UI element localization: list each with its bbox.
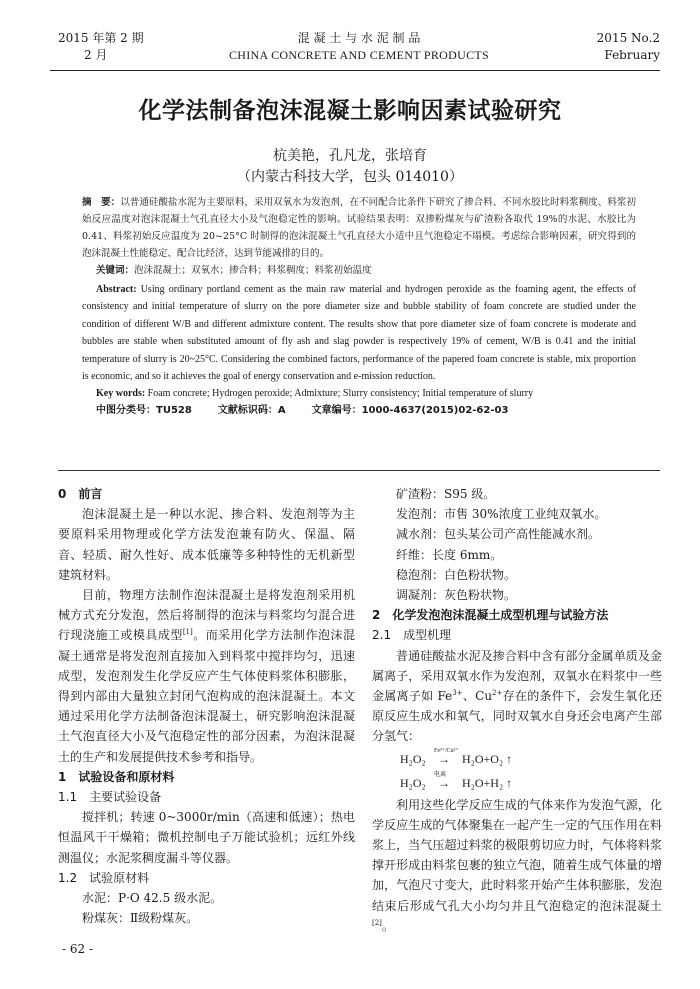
abstract-rule [58, 470, 660, 471]
abstract-en-text: Using ordinary portland cement as the main raw material and hydrogen peroxide as the foaming agent, the effects of consistency and initial temperature of slurry on the pore diameter size and bubble stability of foam concrete are studied under the condition of different W/B and different admixture content. The results show that pore diameter size of foam concrete is moderate and bubbles are stable when substituted amount of fly ash and slag powder is respectively 19% of cement, W/B is 0.41 and the initial temperature of slurry is 20~25°C. Considering the combined factors, performance of the papered foam concrete is stable, mix proportion is economic, and so it achieves the goal of energy conservation and e-mission reduction. [82, 284, 636, 383]
fe-superscript: 3+ [452, 689, 463, 698]
abstract-en [82, 281, 636, 385]
header-right [597, 30, 660, 64]
subsection-heading-1-1: 1.1 主要试验设备 [58, 790, 162, 805]
equation-1-right: H₂O+O₂ ↑ [462, 751, 513, 766]
keywords-en [96, 385, 636, 402]
month-zh: 2 月 [84, 48, 108, 62]
material-item: 减水剂：包头某公司产高性能减水剂。 [396, 527, 601, 542]
equation-2-condition: 电离 [434, 771, 447, 778]
keywords-zh-text: 泡沫混凝土；双氧水；掺合料；料浆稠度；料浆初始温度 [134, 265, 372, 276]
material-item: 矿渣粉：S95 级。 [396, 487, 496, 501]
document-code: 文献标识码：A [217, 405, 286, 417]
keywords-zh [96, 262, 636, 279]
journal-name-en: CHINA CONCRETE AND CEMENT PRODUCTS [228, 48, 489, 62]
paragraph-equipment: 搅拌机；转速 0~3000r/min（高速和低速）；热电恒温风干干燥箱；微机控制电子万能试验机；远红外线测温仪；水泥浆稠度漏斗等仪器。 [58, 810, 355, 865]
abstract-en-label: Abstract: [96, 284, 137, 295]
abstract-zh [82, 194, 636, 262]
affiliation: （内蒙古科技大学，包头 014010） [237, 169, 463, 185]
material-item: 水泥：P·O 42.5 级水泥。 [82, 891, 223, 906]
arrow-icon: → [438, 751, 450, 766]
paragraph-mechanism-a: 普通硅酸盐水泥及掺合料中含有部分金属单质及金属离子，采用双氧水作为发泡剂，双氧水在料浆中一些金属离子如 Fe [372, 648, 662, 704]
equation-2 [400, 773, 662, 795]
header-rule [50, 70, 660, 71]
section-heading-2: 2 化学发泡泡沫混凝土成型机理与试验方法 [372, 608, 609, 623]
classification-line [96, 402, 636, 420]
equation-1-catalyst: Fe³⁺/Cu²⁺ [434, 747, 459, 754]
citation-2: [2] [372, 918, 382, 927]
keywords-en-label: Key words: [96, 388, 146, 400]
paragraph-mechanism-c: 存在的条件下，会发生氧化还原反应生成水和氧气，同时双氧水自身还会电离产生部分氢气： [372, 689, 662, 744]
section-heading-1: 1 试验设备和原材料 [58, 769, 175, 784]
equation-2-left: H₂O₂ [400, 775, 426, 790]
journal-name-zh: 混 凝 土 与 水 泥 制 品 [297, 31, 421, 45]
page-header [58, 30, 660, 70]
material-item: 发泡剂：市售 30%浓度工业纯双氧水。 [396, 507, 607, 522]
section-heading-0: 0 前言 [58, 487, 103, 501]
cu-superscript: 2+ [492, 689, 503, 698]
citation-1: [1] [182, 628, 193, 637]
material-item: 稳泡剂：白色粉状物。 [396, 567, 517, 582]
equation-1-left: H₂O₂ [400, 751, 426, 766]
issue-zh: 2015 年第 2 期 [58, 31, 144, 45]
equation-2-right: H₂O+H₂ ↑ [462, 775, 513, 790]
keywords-en-text: Foam concrete; Hydrogen peroxide; Admixture; Slurry consistency; Initial temperature of slurry [145, 388, 534, 400]
clc-number: 中图分类号：TU528 [96, 405, 192, 417]
article-number: 文章编号：1000-4637(2015)02-62-03 [311, 405, 509, 417]
paragraph-foaming-a: 利用这些化学反应生成的气体来作为发泡气源，化学反应生成的气体聚集在一起产生一定的气压作用在料浆上，当气压超过料浆的极限剪切应力时，气体将料浆撑开形成由料浆包裹的独立气泡，随着生成气体量的增加，气泡尺寸变大，此时料浆开始产生体积膨胀，发泡结束后形成气孔大小均匀并且气泡稳定的泡沫混凝土 [372, 797, 662, 913]
issue-en: 2015 No.2 [596, 31, 660, 45]
paragraph-intro-2a: 目前，物理方法制作泡沫混凝土是将发泡剂采用机械方式充分发泡，然后将制得的泡沫与料浆均匀混合进行现浇施工或模具成型 [58, 588, 355, 643]
abstract-zh-text: 以普通硅酸盐水泥为主要原料，采用双氧水为发泡剂，在不同配合比条件下研究了掺合料、不同水胶比时料浆稠度、料浆初始反应温度对泡沫混凝土气孔直径大小及气泡稳定性的影响。试验结果表明：双掺粉煤灰与矿渣粉各取代 19%的水泥、水胶比为 0.41、料浆初始反应温度为 20~25°C 时制得的泡沫混凝土气孔直径大小适中且气泡稳定不塌模。考虑综合影响因素，研究得到的泡沫混凝土性能稳定、配合比经济，达到节能减排的目的。 [82, 197, 636, 259]
paragraph-intro-1: 泡沫混凝土是一种以水泥、掺合料、发泡剂等为主要原料采用物理或化学方法发泡兼有防火、保温、隔音、轻质、耐久性好、成本低廉等多种特性的无机新型建筑材料。 [58, 507, 355, 582]
authors: 杭美艳，孔凡龙，张培育 [273, 148, 427, 164]
material-item: 纤维：长度 6mm。 [396, 547, 503, 562]
subsection-heading-2-1: 2.1 成型机理 [372, 628, 452, 643]
right-column [372, 484, 662, 936]
paragraph-intro-2b: 。而采用化学方法制作泡沫混凝土通常是将发泡剂直接加入到料浆中搅拌均匀，迅速成型，发泡剂发生化学反应产生气体使料浆体积膨胀，得到内部由大量独立封闭气泡构成的泡沫混凝土。本文通过采用化学方法制备泡沫混凝土，研究影响泡沫混凝土气泡直径大小及气泡稳定性的部分因素，为泡沫混凝土的生产和发展提供技术参考和指导。 [58, 628, 355, 764]
material-item: 调凝剂：灰色粉状物。 [396, 588, 517, 603]
paragraph-mechanism [372, 646, 662, 747]
left-column [58, 484, 355, 928]
arrow-icon: → [438, 775, 450, 790]
paragraph-intro-2 [58, 585, 355, 767]
material-item: 粉煤灰：Ⅱ级粉煤灰。 [82, 911, 199, 926]
page-number: - 62 - [62, 942, 94, 956]
subsection-heading-1-2: 1.2 试验原材料 [58, 870, 150, 885]
abstract-zh-label: 摘 要： [82, 197, 121, 208]
paragraph-foaming-b: 。 [381, 918, 394, 933]
paragraph-mechanism-b: 、Cu [462, 689, 493, 704]
abstract-block [82, 194, 636, 420]
paper-title: 化学法制备泡沫混凝土影响因素试验研究 [138, 98, 562, 124]
header-center [58, 30, 660, 64]
paragraph-foaming [372, 795, 662, 936]
month-en: February [604, 48, 660, 62]
keywords-zh-label: 关键词： [96, 265, 135, 276]
